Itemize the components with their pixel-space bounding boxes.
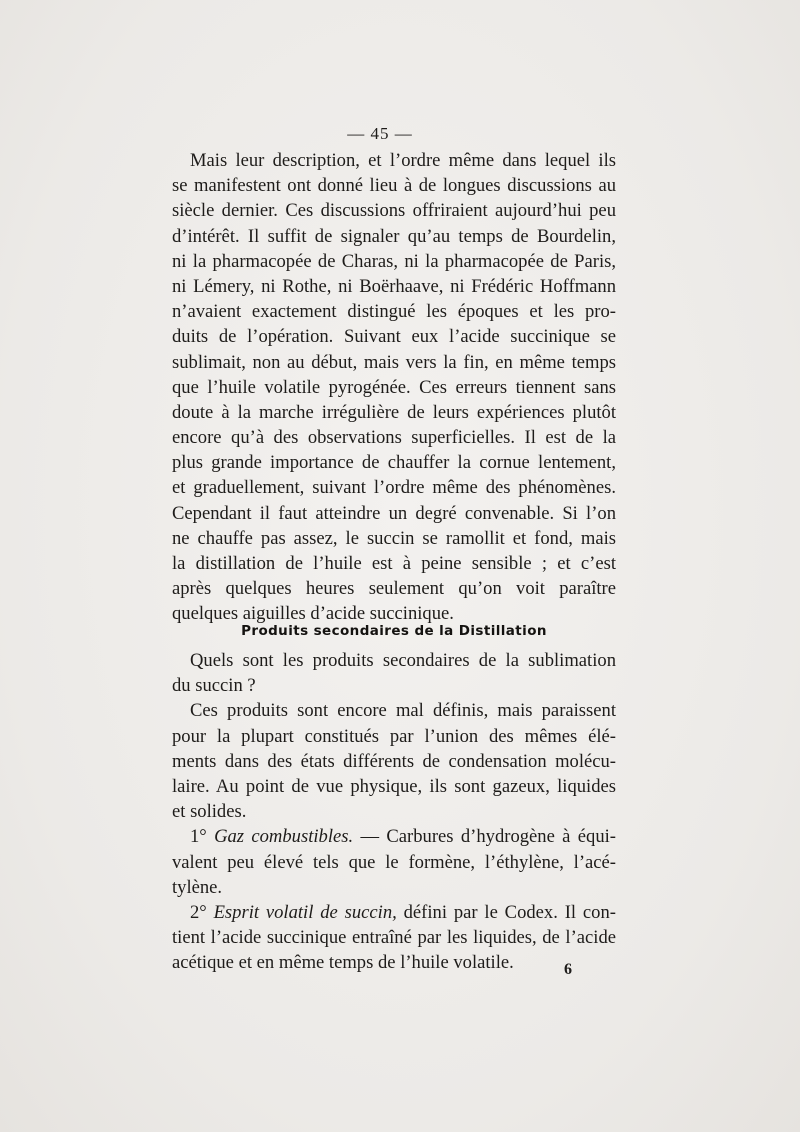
text-line: tient l’acide succinique entraîné par les liquides, de l’acide [172, 927, 616, 949]
text-line: après quelques heures seulement qu’on voit paraître [172, 578, 616, 600]
text-line: et graduellement, suivant l’ordre même des phénomènes. [172, 477, 616, 499]
text-line: laire. Au point de vue physique, ils sont gazeux, liquides [172, 775, 616, 797]
text-line: ne chauffe pas assez, le succin se ramollit et fond, mais [172, 527, 616, 549]
list-item-gas [172, 824, 616, 849]
text-line: siècle dernier. Ces discussions offriraient aujourd’hui peu [172, 200, 616, 222]
text-line: sublimait, non au début, mais vers la fin, en même temps [172, 351, 616, 373]
text-line: encore qu’à des observations superficielles. Il est de la [172, 427, 616, 449]
item-title: Esprit volatil de succin, [213, 901, 397, 923]
text-line: doute à la marche irrégulière de leurs expériences plutôt [172, 401, 616, 423]
text-line: que l’huile volatile pyrogénée. Ces erreurs tiennent sans [172, 376, 616, 398]
item-text: défini par le Codex. Il con- [403, 901, 616, 923]
text-line: Ces produits sont encore mal définis, mais paraissent [190, 700, 616, 722]
text-line: ments dans des états différents de condensation molécu- [172, 750, 616, 772]
item-number: 1° [190, 826, 207, 848]
question-line: Quels sont les produits secondaires de la sublimation [190, 650, 616, 671]
text-line: la distillation de l’huile est à peine sensible ; et c’est [172, 553, 616, 574]
section-body-secondary-products [172, 648, 616, 975]
text-line: pour la plupart constitués par l’union des mêmes élé- [172, 725, 616, 747]
text-line: Mais leur description, et l’ordre même dans lequel ils [190, 150, 616, 171]
page-number: — 45 — [347, 124, 413, 143]
text-line: valent peu élevé tels que le formène, l’éthylène, l’acé- [172, 851, 616, 873]
signature-mark: 6 [564, 961, 572, 978]
text-line: n’avaient exactement distingué les époques et les pro- [172, 301, 616, 323]
section-heading: Produits secondaires de la Distillation [241, 623, 547, 639]
text-line: Cependant il faut atteindre un degré convenable. Si l’on [172, 502, 616, 524]
paragraph-distillation-history [172, 148, 616, 627]
text-line: et solides. [172, 801, 247, 823]
item-text: — Carbures d’hydrogène à équi- [360, 826, 616, 848]
item-title: Gaz combustibles. [214, 826, 354, 848]
text-line: tylène. [172, 876, 223, 898]
text-line: acétique et en même temps de l’huile volatile. [172, 952, 514, 974]
item-number: 2° [190, 901, 207, 923]
text-line: duits de l’opération. Suivant eux l’acide succinique se [172, 326, 616, 348]
text-line: plus grande importance de chauffer la cornue lentement, [172, 452, 616, 474]
question-line: du succin ? [172, 675, 256, 697]
text-line: se manifestent ont donné lieu à de longues discussions au [172, 175, 616, 197]
text-line: quelques aiguilles d’acide succinique. [172, 603, 454, 625]
text-line: ni la pharmacopée de Charas, ni la pharmacopée de Paris, [172, 250, 616, 272]
text-line: ni Lémery, ni Rothe, ni Boërhaave, ni Frédéric Hoffmann [172, 275, 616, 297]
text-line: d’intérêt. Il suffit de signaler qu’au temps de Bourdelin, [172, 225, 616, 247]
list-item-volatile-spirit [172, 900, 616, 925]
